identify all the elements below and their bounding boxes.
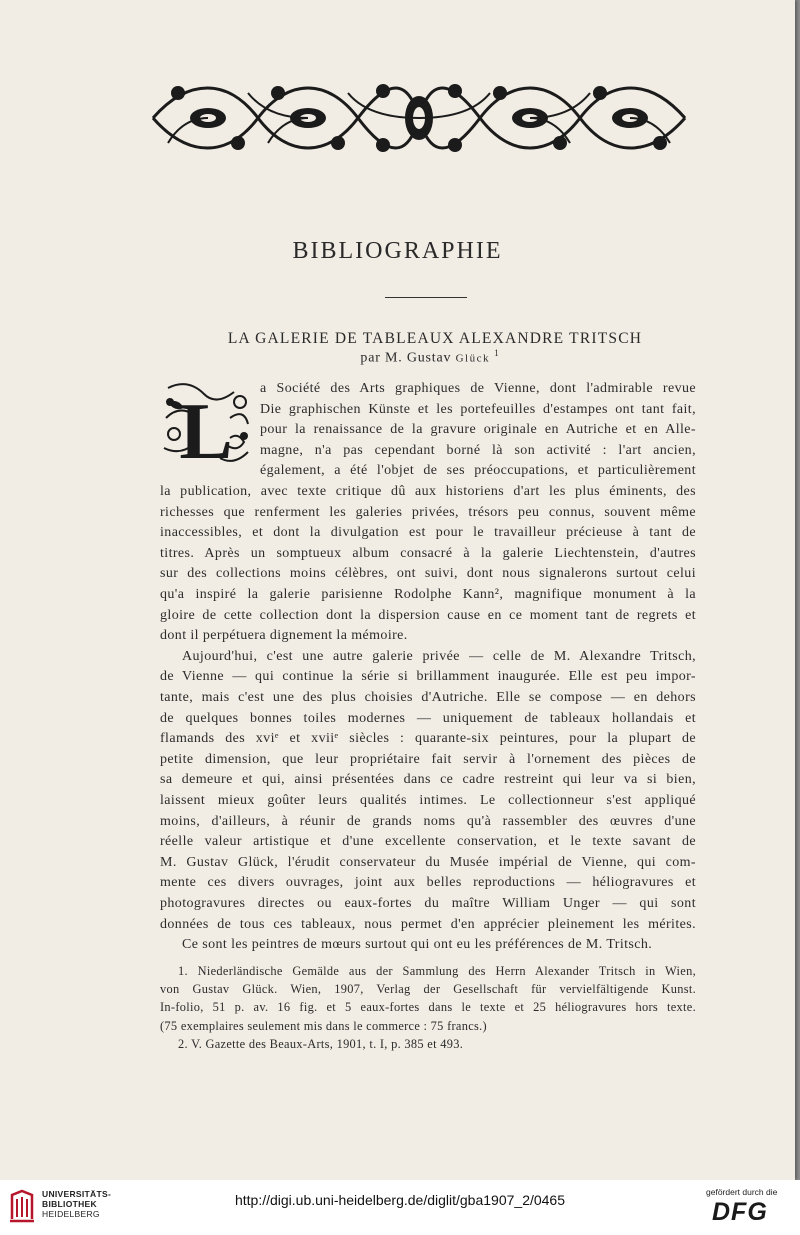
title-rule bbox=[385, 297, 467, 298]
page-title: BIBLIOGRAPHIE bbox=[292, 238, 503, 264]
body-line: inaccessibles, et dont la divulgation est pour le travailleur précieuse à tant de bbox=[160, 525, 696, 541]
body-line: Die graphischen Künste et les portefeuilles d'estampes ont tant fait, bbox=[260, 401, 696, 417]
body-line: pour la renaissance de la gravure originale en Autriche et en Alle- bbox=[260, 422, 696, 438]
footnote-line: (75 exemplaires seulement mis dans le commerce : 75 francs.) bbox=[160, 1018, 487, 1033]
byline-note: 1 bbox=[494, 348, 500, 358]
body-line: petite dimension, que leur propriétaire fait servir à l'ornement des pièces de bbox=[160, 751, 696, 767]
body-line: Aujourd'hui, c'est une autre galerie privée — celle de M. Alexandre Tritsch, bbox=[182, 648, 696, 664]
byline-author: Glück bbox=[455, 352, 490, 365]
footnote-line: 2. V. Gazette des Beaux-Arts, 1901, t. I, p. 385 et 493. bbox=[178, 1036, 464, 1051]
body-line: sa demeure et qui, ainsi présentées dans ce cadre restreint qui leur va si bien, bbox=[160, 772, 696, 788]
footnote-line: In-folio, 51 p. av. 16 fig. et 5 eaux-fortes dans le texte et 25 héliogravures hors texte. bbox=[160, 1000, 696, 1015]
body-line: photogravures directes ou eaux-fortes du maître William Unger — qui sont bbox=[160, 896, 696, 911]
library-line-3: HEIDELBERG bbox=[42, 1209, 100, 1219]
body-line: la publication, avec texte critique dû aux historiens d'art les plus éminents, des bbox=[160, 484, 696, 499]
library-line-1: UNIVERSITÄTS- bbox=[42, 1189, 112, 1199]
body-line: richesses que renferment les galeries privées, trésors peu connus, souvent même bbox=[160, 504, 696, 520]
ornament-headband-icon bbox=[148, 73, 690, 163]
dfg-logo[interactable]: DFG bbox=[712, 1198, 768, 1226]
body-line: M. Gustav Glück, l'érudit conservateur du Musée impérial de Vienne, qui com- bbox=[160, 854, 696, 870]
funder-caption: gefördert durch die bbox=[706, 1187, 778, 1197]
body-line: de Vienne — qui continue la série si brillamment inaugurée. Elle est peu impor- bbox=[160, 669, 696, 685]
permalink-url[interactable]: http://digi.ub.uni-heidelberg.de/diglit/gba1907_2/0465 bbox=[234, 1192, 566, 1208]
body-line: également, a été l'objet de ses préoccupations, et particulièrement bbox=[260, 463, 696, 479]
footnote-line: 1. Niederländische Gemälde aus der Sammlung des Herrn Alexander Tritsch in Wien, bbox=[178, 964, 696, 978]
article-byline bbox=[0, 348, 800, 367]
body-line: sur des collections moins célèbres, ont suivi, dont nous signalerons surtout celui bbox=[160, 566, 696, 582]
body-line: titres. Après un somptueux album consacré à la galerie Liechtenstein, d'autres bbox=[160, 545, 696, 561]
ornamental-initial-icon bbox=[160, 378, 252, 470]
body-line: qu'a inspiré la galerie parisienne Rodolphe Kann², magnifique monument à la bbox=[160, 587, 696, 602]
body-line: gloire de cette collection dont la dispersion cause en ce moment tant de regrets et bbox=[160, 607, 696, 623]
dropcap-letter: L bbox=[179, 388, 233, 470]
byline-prefix: par M. Gustav bbox=[360, 350, 456, 366]
footnote-line: von Gustav Glück. Wien, 1907, Verlag der Gesellschaft für vervielfältigende Kunst. bbox=[160, 982, 696, 997]
body-line: réelle valeur artistique et d'une excellente conservation, et le texte savant de bbox=[160, 834, 696, 850]
body-line: a Société des Arts graphiques de Vienne, dont l'admirable revue bbox=[260, 381, 696, 396]
body-line: Ce sont les peintres de mœurs surtout qui ont eu les préférences de M. Tritsch. bbox=[182, 937, 653, 953]
body-line: flamands des xviᵉ et xviiᵉ siècles : quarante-six peintures, pour la plupart de bbox=[160, 731, 696, 747]
body-line: tante, mais c'est une des plus choisies d'Autriche. Elle se compose — en dehors bbox=[160, 690, 696, 705]
body-line: laissent mieux goûter leurs qualités intimes. Le collectionneur s'est appliqué bbox=[160, 793, 696, 808]
body-line: mente ces divers ouvrages, joint aux belles reproductions — héliogravures et bbox=[160, 875, 696, 891]
body-line: données de tous ces tableaux, nous permet d'en apprécier pleinement les mérites. bbox=[160, 916, 696, 932]
article-heading: LA GALERIE DE TABLEAUX ALEXANDRE TRITSCH bbox=[227, 330, 643, 347]
body-line: de quelques bonnes toiles modernes — uniquement de tableaux hollandais et bbox=[160, 710, 696, 726]
body-line: moins, d'ailleurs, à réunir de grands noms qu'à rassembler des œuvres d'une bbox=[160, 813, 696, 829]
library-line-2: BIBLIOTHEK bbox=[42, 1199, 97, 1209]
body-line: magne, n'a pas cependant borné là son activité : l'art ancien, bbox=[260, 442, 696, 458]
body-line: dont il perpétuera dignement la mémoire. bbox=[160, 628, 408, 644]
